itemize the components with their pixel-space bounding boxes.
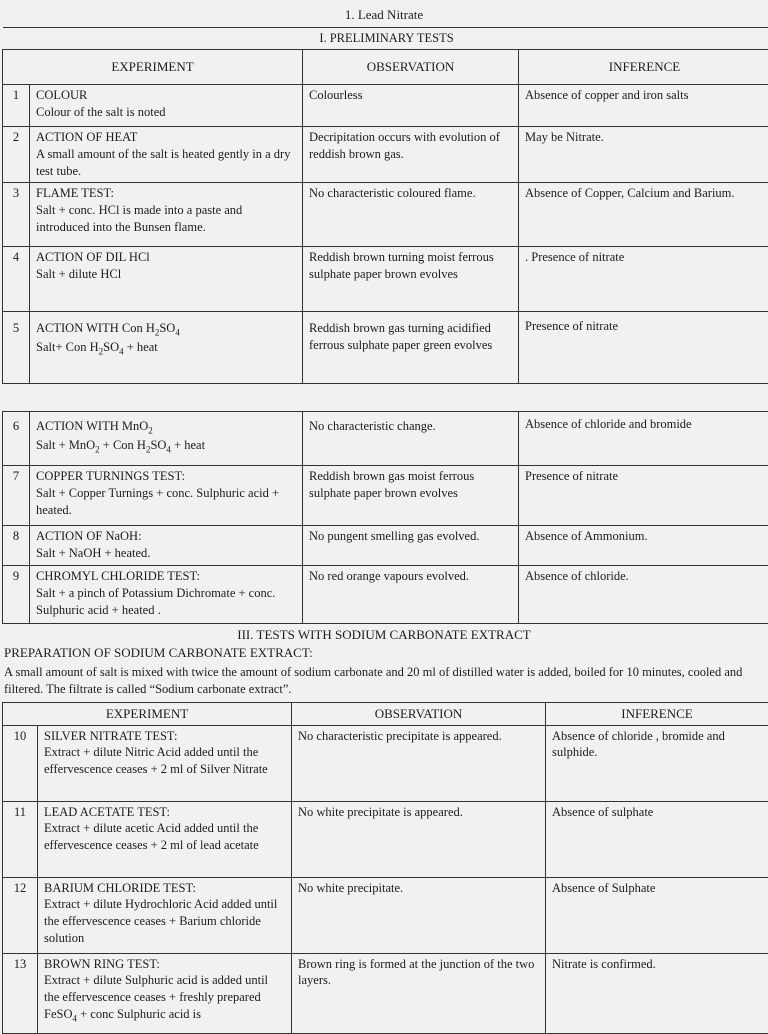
experiment-title: LEAD ACETATE TEST:: [44, 804, 285, 821]
row-number: 11: [3, 801, 38, 877]
inference-cell: Absence of Sulphate: [546, 877, 768, 953]
experiment-title: ACTION WITH MnO$_2$: [36, 418, 296, 437]
table-row: [3, 525, 768, 565]
table-row: [3, 126, 768, 182]
experiment-description: A small amount of the salt is heated gently in a dry test tube.: [36, 146, 296, 180]
observation-cell: Decripitation occurs with evolution of reddish brown gas.: [303, 126, 519, 182]
row-number: 2: [3, 126, 30, 182]
inference-cell: Nitrate is confirmed.: [546, 953, 768, 1033]
observation-cell: Colourless: [303, 84, 519, 126]
sodium-carbonate-tests-table: [2, 702, 768, 1034]
document-title: 1. Lead Nitrate: [0, 6, 768, 24]
experiment-title: COLOUR: [36, 87, 296, 104]
table-row: [3, 725, 768, 801]
preparation-text: A small amount of salt is mixed with twice the amount of sodium carbonate and 20 ml of distilled water is added, boiled for 10 minutes, cooled and filtered. The filtrate is called “Sodium carbonate extract”.: [4, 664, 764, 698]
table-row: [3, 84, 768, 126]
table-row: [3, 877, 768, 953]
experiment-cell: [30, 525, 303, 565]
preliminary-tests-table: [2, 27, 768, 624]
inference-cell: Absence of copper and iron salts: [519, 84, 768, 126]
table-row: [3, 246, 768, 311]
observation-cell: Reddish brown turning moist ferrous sulphate paper brown evolves: [303, 246, 519, 311]
section-heading-preliminary: I. PRELIMINARY TESTS: [3, 28, 768, 50]
experiment-description: Salt + Copper Turnings + conc. Sulphuric acid + heated.: [36, 485, 296, 519]
experiment-cell: [38, 953, 292, 1033]
observation-cell: No characteristic coloured flame.: [303, 182, 519, 246]
column-header-inference: INFERENCE: [519, 49, 768, 84]
table-row: [3, 801, 768, 877]
experiment-title: ACTION OF NaOH:: [36, 528, 296, 545]
inference-cell: Absence of sulphate: [546, 801, 768, 877]
experiment-title: BROWN RING TEST:: [44, 956, 285, 973]
experiment-description: Salt + dilute HCl: [36, 266, 296, 283]
table-row: [3, 411, 768, 465]
experiment-cell: [38, 877, 292, 953]
table-row: [3, 953, 768, 1033]
experiment-description: Salt + conc. HCl is made into a paste and introduced into the Bunsen flame.: [36, 202, 296, 236]
experiment-cell: [38, 725, 292, 801]
inference-cell: Absence of chloride and bromide: [519, 411, 768, 465]
experiment-description: Extract + dilute Nitric Acid added until the effervescence ceases + 2 ml of Silver Nitrate: [44, 744, 285, 778]
column-header-experiment: EXPERIMENT: [3, 703, 292, 726]
column-header-experiment: EXPERIMENT: [3, 49, 303, 84]
inference-cell: Presence of nitrate: [519, 465, 768, 525]
experiment-description: Salt + MnO$_2$ + Con $H_2SO_4$ + heat: [36, 437, 296, 456]
experiment-description: Extract + dilute acetic Acid added until the effervescence ceases + 2 ml of lead acetate: [44, 820, 285, 854]
row-number: 4: [3, 246, 30, 311]
table-row: [3, 182, 768, 246]
table-header-row: [3, 703, 768, 726]
experiment-title: ACTION WITH Con $H_2SO_4$: [36, 320, 296, 339]
section-heading-sodium-carbonate: III. TESTS WITH SODIUM CARBONATE EXTRACT: [0, 626, 768, 644]
experiment-description: Extract + dilute Sulphuric acid is added until the effervescence ceases + freshly prepared FeSO$_4$ + conc Sulphuric acid is: [44, 972, 285, 1024]
experiment-description: Salt+ Con $H_2SO_4$ + heat: [36, 339, 296, 358]
experiment-cell: [30, 182, 303, 246]
preparation-heading: PREPARATION OF SODIUM CARBONATE EXTRACT:: [4, 644, 313, 662]
experiment-cell: [30, 411, 303, 465]
row-number: 3: [3, 182, 30, 246]
experiment-cell: [30, 465, 303, 525]
row-number: 13: [3, 953, 38, 1033]
column-header-observation: OBSERVATION: [292, 703, 546, 726]
experiment-description: Salt + a pinch of Potassium Dichromate + conc. Sulphuric acid + heated .: [36, 585, 296, 619]
row-number: 10: [3, 725, 38, 801]
section-header-row: [3, 28, 768, 50]
experiment-title: ACTION OF DIL HCl: [36, 249, 296, 266]
experiment-title: FLAME TEST:: [36, 185, 296, 202]
table-row: [3, 465, 768, 525]
table-header-row: [3, 49, 768, 84]
row-number: 6: [3, 411, 30, 465]
experiment-cell: [30, 84, 303, 126]
experiment-cell: [30, 311, 303, 383]
blank-row: [3, 383, 768, 411]
experiment-title: SILVER NITRATE TEST:: [44, 728, 285, 745]
row-number: 12: [3, 877, 38, 953]
observation-cell: No pungent smelling gas evolved.: [303, 525, 519, 565]
experiment-cell: [38, 801, 292, 877]
experiment-description: Salt + NaOH + heated.: [36, 545, 296, 562]
experiment-cell: [30, 565, 303, 623]
observation-cell: No white precipitate is appeared.: [292, 801, 546, 877]
column-header-inference: INFERENCE: [546, 703, 768, 726]
observation-cell: Reddish brown gas turning acidified ferrous sulphate paper green evolves: [303, 311, 519, 383]
row-number: 8: [3, 525, 30, 565]
experiment-title: BARIUM CHLORIDE TEST:: [44, 880, 285, 897]
observation-cell: No characteristic change.: [303, 411, 519, 465]
column-header-observation: OBSERVATION: [303, 49, 519, 84]
row-number: 5: [3, 311, 30, 383]
inference-cell: May be Nitrate.: [519, 126, 768, 182]
experiment-title: CHROMYL CHLORIDE TEST:: [36, 568, 296, 585]
inference-cell: Absence of chloride.: [519, 565, 768, 623]
table-row: [3, 565, 768, 623]
observation-cell: No white precipitate.: [292, 877, 546, 953]
observation-cell: Reddish brown gas moist ferrous sulphate paper brown evolves: [303, 465, 519, 525]
experiment-description: Extract + dilute Hydrochloric Acid added until the effervescence ceases + Barium chloride solution: [44, 896, 285, 947]
inference-cell: Absence of Copper, Calcium and Barium.: [519, 182, 768, 246]
observation-cell: No red orange vapours evolved.: [303, 565, 519, 623]
row-number: 1: [3, 84, 30, 126]
experiment-title: ACTION OF HEAT: [36, 129, 296, 146]
experiment-cell: [30, 246, 303, 311]
inference-cell: Absence of Ammonium.: [519, 525, 768, 565]
table-row: [3, 311, 768, 383]
row-number: 9: [3, 565, 30, 623]
experiment-title: COPPER TURNINGS TEST:: [36, 468, 296, 485]
inference-cell: . Presence of nitrate: [519, 246, 768, 311]
row-number: 7: [3, 465, 30, 525]
experiment-description: Colour of the salt is noted: [36, 104, 296, 121]
experiment-cell: [30, 126, 303, 182]
inference-cell: Absence of chloride , bromide and sulphide.: [546, 725, 768, 801]
observation-cell: Brown ring is formed at the junction of the two layers.: [292, 953, 546, 1033]
inference-cell: Presence of nitrate: [519, 311, 768, 383]
observation-cell: No characteristic precipitate is appeared.: [292, 725, 546, 801]
